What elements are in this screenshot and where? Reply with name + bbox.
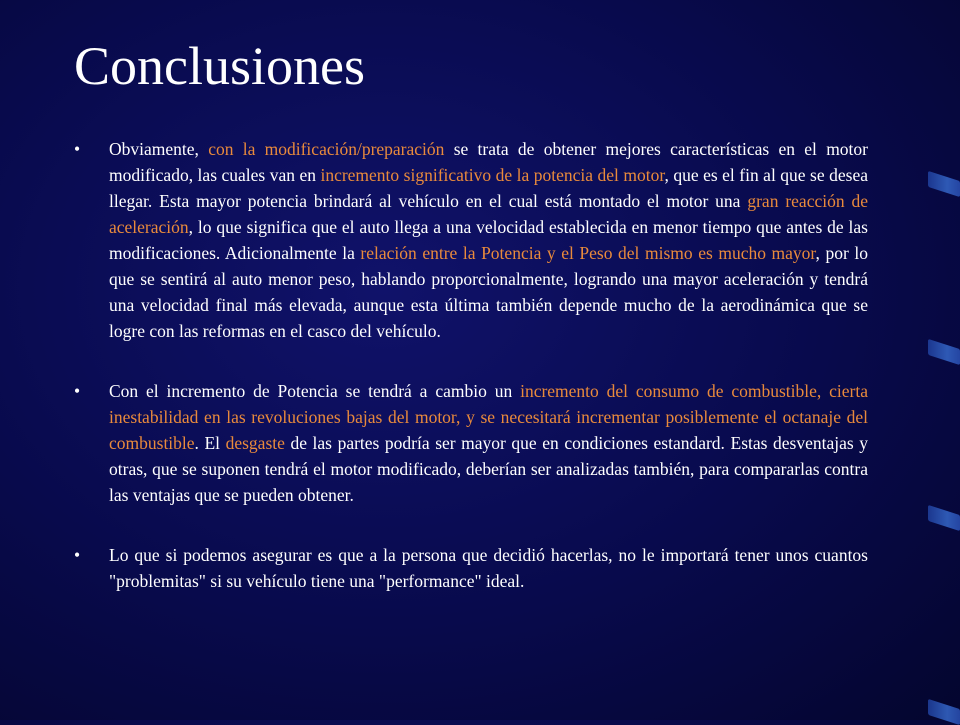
decorative-stripe	[928, 339, 960, 365]
bullet-marker: •	[74, 545, 81, 565]
body-text: de las partes podría ser mayor que en condiciones estandard. Estas desventajas y otras, que se suponen tendrá el motor modificado, deberían ser analizadas también, para compararlas contra las ventajas que se pueden obtener.	[109, 433, 868, 505]
body-text: , lo que significa que el auto llega a una velocidad establecida en menor tiempo que antes de las modificaciones. Adicionalmente la	[109, 217, 868, 263]
decorative-stripe	[928, 699, 960, 725]
highlighted-text: desgaste	[225, 433, 285, 453]
slide-title: Conclusiones	[74, 36, 365, 96]
bullet-marker: •	[74, 139, 81, 159]
body-text: , que es el fin al que se desea llegar. Esta mayor potencia brindará al vehículo en el cual está montado el motor una	[109, 165, 868, 211]
highlighted-text: incremento del consumo de combustible, cierta inestabilidad en las revoluciones bajas del motor, y se necesitará incrementar posiblemente el octanaje del combustible	[109, 381, 869, 453]
highlighted-text: gran reacción de aceleración	[109, 191, 868, 237]
body-text: . El	[194, 433, 226, 453]
body-text: Con el incremento de Potencia se tendrá a cambio un	[109, 381, 521, 401]
bullet-paragraph	[74, 136, 868, 344]
highlighted-text: relación entre la Potencia y el Peso del mismo es mucho mayor	[360, 243, 816, 263]
bullet-paragraph	[74, 542, 868, 594]
bullet-list	[74, 136, 868, 628]
highlighted-text: incremento significativo de la potencia del motor	[320, 165, 665, 185]
body-text: , por lo que se sentirá al auto menor peso, hablando proporcionalmente, logrando una mayor aceleración y tendrá una velocidad final más elevada, aunque esta última también depende mucho de la aerodinámica que se logre con las reformas en el casco del vehículo.	[109, 243, 868, 341]
bullet-paragraph	[74, 378, 868, 508]
bullet-marker: •	[74, 381, 81, 401]
body-text: Lo que si podemos asegurar es que a la persona que decidió hacerlas, no le importará tener unos cuantos "problemitas" si su vehículo tiene una "performance" ideal.	[109, 545, 868, 591]
decorative-stripe	[928, 505, 960, 531]
decorative-stripe	[928, 171, 960, 197]
body-text: Obviamente,	[109, 139, 209, 159]
highlighted-text: con la modificación/preparación	[208, 139, 445, 159]
body-text: se trata de obtener mejores características en el motor modificado, las cuales van en	[109, 139, 868, 185]
